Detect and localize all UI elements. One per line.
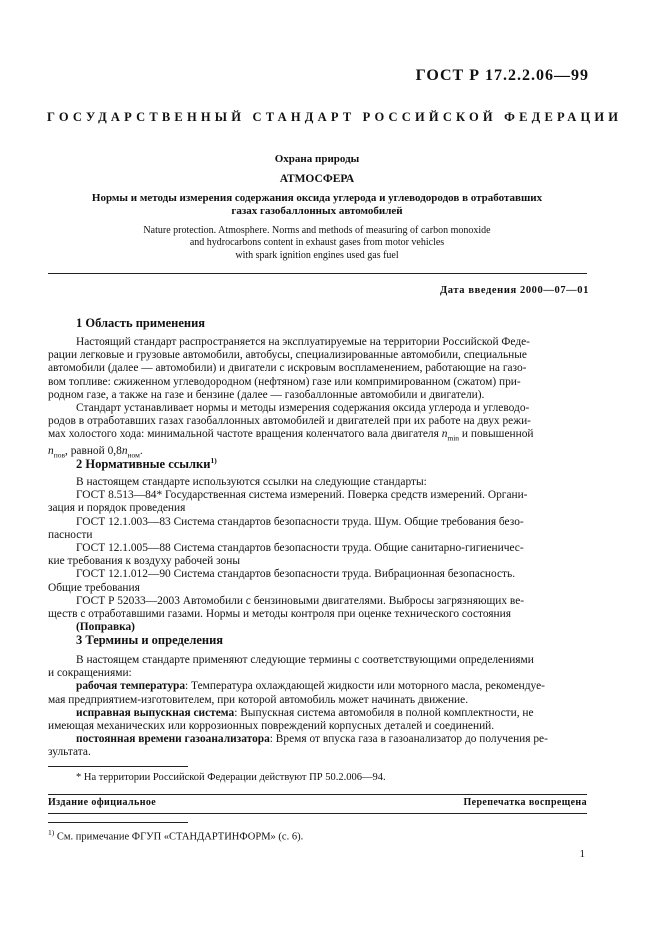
ref-gost-12-1-005-a: ГОСТ 12.1.005—88 Система стандартов безопасности труда. Общие санитарно-гигиеничес- [76,542,524,555]
s2-intro: В настоящем стандарте используются ссылки на следующие стандарты: [76,476,427,488]
english-title-line-1: Nature protection. Atmosphere. Norms and methods of measuring of carbon monoxide [143,225,491,236]
title-divider [48,273,587,274]
section-3-body [48,654,587,760]
section-2-heading [76,456,217,472]
def-2b: имеющая механических или коррозионных повреждений корпусных деталей и соединений. [48,720,495,733]
reprint-label: Перепечатка воспрещена [463,797,587,808]
ref-gost-r-52033-b: ществ с отработавшими газами. Нормы и методы контроля при оценке технического состояния [48,608,511,621]
section-2-heading-text: 2 Нормативные ссылки [76,457,211,472]
term-working-temperature [48,680,587,693]
s1-line-6: Стандарт устанавливает нормы и методы измерения содержания оксида углерода и углеводо- [76,402,530,415]
introduction-date: Дата введения 2000—07—01 [439,285,589,296]
edition-label: Издание официальное [48,797,157,808]
footnote-rule [48,766,188,767]
footnote-star: * На территории Российской Федерации действуют ПР 50.2.006—94. [76,772,386,783]
s3-intro-a: В настоящем стандарте применяют следующие термины с соответствующими определениями [76,654,534,666]
footnote-1-text: См. примечание ФГУП «СТАНДАРТИНФОРМ» (с. 6). [54,831,304,843]
ref-gost-12-1-003-a: ГОСТ 12.1.003—83 Система стандартов безопасности труда. Шум. Общие требования безо- [76,515,524,528]
def-1b: мая предприятием-изготовителем, при которой автомобиль может начинать движение. [48,693,469,706]
section-2-body [48,476,587,634]
ref-gost-r-52033-a: ГОСТ Р 52033—2003 Автомобили с бензиновыми двигателями. Выбросы загрязняющих ве- [76,594,525,607]
title-norms-line-b: газах газобаллонных автомобилей [231,205,403,217]
title-line-atmosphere: АТМОСФЕРА [279,173,355,185]
def-3a: : Время от впуска газа в газоанализатор до получения ре- [269,733,548,746]
s1-line-8-end: и повышенной [459,428,534,441]
s1-line-9-end: . [139,444,143,457]
s1-line-9-text: , равной 0,8 [65,444,122,457]
pov-subscript: пов [53,450,66,460]
term-2: исправная выпускная система [76,706,235,719]
def-3b: зультата. [48,746,91,759]
def-2a: : Выпускная система автомобиля в полной комплектности, не [234,706,534,719]
footnote-1-ref: 1) [210,456,217,465]
n-symbol: n [441,428,448,441]
term-3: постоянная времени газоанализатора [76,733,270,746]
term-exhaust-system [48,707,587,720]
section-1-heading: 1 Область применения [76,316,206,330]
s1-line-5: родном газе, а также на газе и бензине (далее — газобаллонные автомобили и двигатели). [48,388,485,401]
edition-rule-top [48,794,587,795]
english-title-line-3: with spark ignition engines used gas fuel [235,249,399,261]
amendment-note: (Поправка) [76,621,135,634]
s1-line-8-text: мах холостого хода: минимальной частоте вращения коленчатого вала двигателя [48,428,442,441]
n-symbol: n [121,444,128,457]
term-time-constant [48,733,587,746]
s1-line-1: Настоящий стандарт распространяется на эксплуатируемые на территории Российской Феде- [76,336,530,348]
s1-line-2: рации легковые и грузовые автомобили, автобусы, специализированные автомобили, специальные [48,349,527,362]
s1-line-8 [48,428,587,444]
edition-rule-bottom [48,813,587,814]
n-symbol: n [48,444,54,457]
ref-gost-8-513-b: зация и порядок проведения [48,502,186,515]
s1-line-4: вом топливе: сжиженном углеводородном (нефтяном) газе или компримированном (сжатом) при- [48,375,521,388]
document-number: ГОСТ Р 17.2.2.06—99 [415,67,589,84]
s1-line-3: автомобили (далее — автомобили) и двигатели с искровым воспламенением, работающие на газо- [48,362,527,375]
standard-title: ГОСУДАРСТВЕННЫЙ СТАНДАРТ РОССИЙСКОЙ ФЕДЕРАЦИИ [47,110,623,124]
page-number: 1 [579,848,585,860]
term-1: рабочая температура [76,680,186,693]
footnote-1-mark: 1) [48,828,55,837]
english-title [47,225,587,262]
s3-intro-b: и сокращениями: [48,667,132,680]
footnote-1-rule [48,822,188,823]
ref-gost-12-1-012-b: Общие требования [48,581,140,594]
ref-gost-12-1-012-a: ГОСТ 12.1.012—90 Система стандартов безопасности труда. Вибрационная безопасность. [76,568,516,581]
ref-gost-8-513-a: ГОСТ 8.513—84* Государственная система измерений. Поверка средств измерений. Органи- [76,489,528,502]
section-3-heading: 3 Термины и определения [76,633,224,647]
section-1-body [48,336,587,461]
title-norms-line-a: Нормы и методы измерения содержания оксида углерода и углеводородов в отработавших [91,192,543,204]
nom-subscript: ном [127,450,140,460]
s1-line-7: родов в отработавших газах газобаллонных автомобилей и двигателей при их работе на двух режи- [48,415,531,428]
ref-gost-12-1-005-b: кие требования к воздуху рабочей зоны [48,555,240,568]
ref-gost-12-1-003-b: пасности [48,528,93,541]
def-1a: : Температура охлаждающей жидкости или моторного масла, рекомендуе- [185,680,545,693]
footnote-1 [48,828,303,843]
title-line-norms [47,192,587,218]
title-line-nature-protection: Охрана природы [274,153,360,165]
min-subscript: min [447,433,460,443]
english-title-line-2: and hydrocarbons content in exhaust gases from motor vehicles [189,237,445,249]
